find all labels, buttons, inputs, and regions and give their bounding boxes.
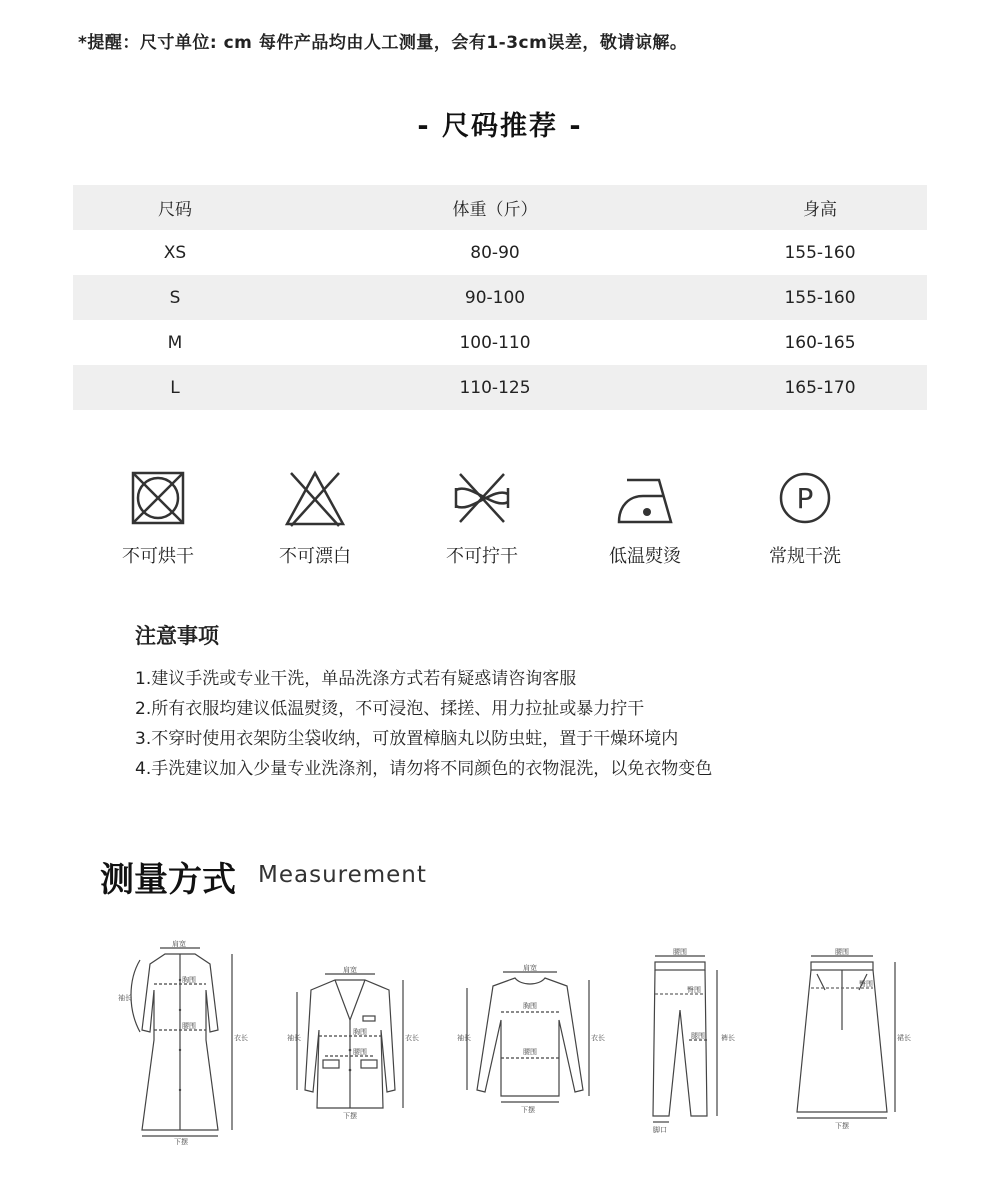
pants-diagram-icon xyxy=(635,940,745,1140)
care-item-iron-low xyxy=(585,468,705,568)
blazer-diagram-icon xyxy=(285,940,419,1140)
note-item: 2.所有衣服均建议低温熨烫，不可浸泡、揉搓、用力拉扯或暴力拧干 xyxy=(135,699,645,719)
dry-clean-p-icon xyxy=(775,468,835,528)
care-label: 不可拧干 xyxy=(446,546,518,567)
header-height: 身高 xyxy=(713,185,927,230)
note-item: 4.手洗建议加入少量专业洗涤剂，请勿将不同颜色的衣物混洗，以免衣物变色 xyxy=(135,759,713,779)
care-notes xyxy=(135,620,712,784)
diagram-label: 下摆 xyxy=(521,1106,535,1114)
diagram-label: 袖长 xyxy=(457,1034,471,1042)
care-label: 不可烘干 xyxy=(122,546,194,567)
diagram-label: 腿围 xyxy=(691,1032,705,1040)
iron-low-icon xyxy=(613,468,677,528)
diagram-label: 胸围 xyxy=(353,1028,367,1036)
care-item-no-tumble-dry xyxy=(98,468,218,568)
diagram-label: 肩宽 xyxy=(172,940,186,948)
diagram-label: 臀围 xyxy=(687,986,701,994)
care-label: 不可漂白 xyxy=(279,546,351,567)
diagram-label: 腰围 xyxy=(523,1048,537,1056)
care-label: 常规干洗 xyxy=(769,546,841,567)
diagram-wide-skirt xyxy=(785,940,910,1144)
diagram-label: 下摆 xyxy=(174,1138,188,1146)
diagram-label: 臀围 xyxy=(859,980,873,988)
diagram-label: 下摆 xyxy=(835,1122,849,1130)
diagram-label: 腰围 xyxy=(835,948,849,956)
diagram-label: 腰围 xyxy=(353,1048,367,1056)
cell-weight: 100-110 xyxy=(459,332,531,353)
cell-weight: 90-100 xyxy=(277,275,713,320)
diagram-blazer xyxy=(285,940,419,1144)
diagram-label: 裤长 xyxy=(721,1034,735,1042)
size-notice: *提醒：尺寸单位: cm 每件产品均由人工测量，会有1-3cm误差，敬请谅解。 xyxy=(78,33,688,53)
note-item: 1.建议手洗或专业干洗，单品洗涤方式若有疑惑请咨询客服 xyxy=(135,669,577,689)
diagram-label: 衣长 xyxy=(234,1034,248,1042)
cell-size: S xyxy=(73,275,277,320)
dress-diagram-icon xyxy=(110,940,250,1146)
diagram-label: 肩宽 xyxy=(343,966,357,974)
diagram-label: 袖长 xyxy=(287,1034,301,1042)
size-section-title: - 尺码推荐 - xyxy=(417,111,583,142)
cell-height: 165-170 xyxy=(713,365,927,410)
cell-height: 155-160 xyxy=(713,275,927,320)
care-item-dry-clean xyxy=(745,468,865,568)
diagram-label: 裙长 xyxy=(897,1034,911,1042)
diagram-slim-pants xyxy=(635,940,745,1144)
care-item-no-bleach xyxy=(255,468,375,568)
cell-weight: 110-125 xyxy=(277,365,713,410)
care-label: 低温熨烫 xyxy=(609,546,681,567)
care-item-no-wring xyxy=(422,468,542,568)
header-weight: 体重（斤） xyxy=(277,185,713,230)
note-item: 3.不穿时使用衣架防尘袋收纳，可放置樟脑丸以防虫蛀，置于干燥环境内 xyxy=(135,729,679,749)
cell-size: L xyxy=(73,365,277,410)
diagram-label: 衣长 xyxy=(405,1034,419,1042)
measurement-subtitle: Measurement xyxy=(258,862,427,888)
diagram-dress xyxy=(110,940,250,1144)
sweater-diagram-icon xyxy=(455,940,605,1140)
no-wring-icon xyxy=(450,468,514,528)
diagram-label: 胸围 xyxy=(523,1002,537,1010)
diagram-label: 衣长 xyxy=(591,1034,605,1042)
table-header-row xyxy=(73,185,927,230)
cell-height: 160-165 xyxy=(784,332,856,353)
table-row xyxy=(73,365,927,410)
table-row xyxy=(73,320,927,365)
diagram-label: 袖长 xyxy=(118,994,132,1002)
table-row xyxy=(73,275,927,320)
diagram-label: 脚口 xyxy=(653,1126,667,1134)
no-tumble-dry-icon xyxy=(128,468,188,528)
diagram-label: 下摆 xyxy=(343,1112,357,1120)
svg-text:P: P xyxy=(796,482,814,515)
measurement-title: 测量方式 xyxy=(100,860,236,900)
header-size: 尺码 xyxy=(73,185,277,230)
cell-weight: 80-90 xyxy=(470,242,520,263)
size-table xyxy=(73,185,927,410)
cell-height: 155-160 xyxy=(784,242,856,263)
no-bleach-icon xyxy=(283,468,347,528)
diagram-label: 肩宽 xyxy=(523,964,537,972)
table-row xyxy=(73,230,927,275)
diagram-label: 腰围 xyxy=(182,1022,196,1030)
cell-size: M xyxy=(167,332,183,353)
diagram-label: 胸围 xyxy=(182,976,196,984)
skirt-diagram-icon xyxy=(785,940,910,1140)
notes-title: 注意事项 xyxy=(135,624,219,648)
diagram-sweater xyxy=(455,940,605,1144)
diagram-label: 腰围 xyxy=(673,948,687,956)
cell-size: XS xyxy=(163,242,187,263)
